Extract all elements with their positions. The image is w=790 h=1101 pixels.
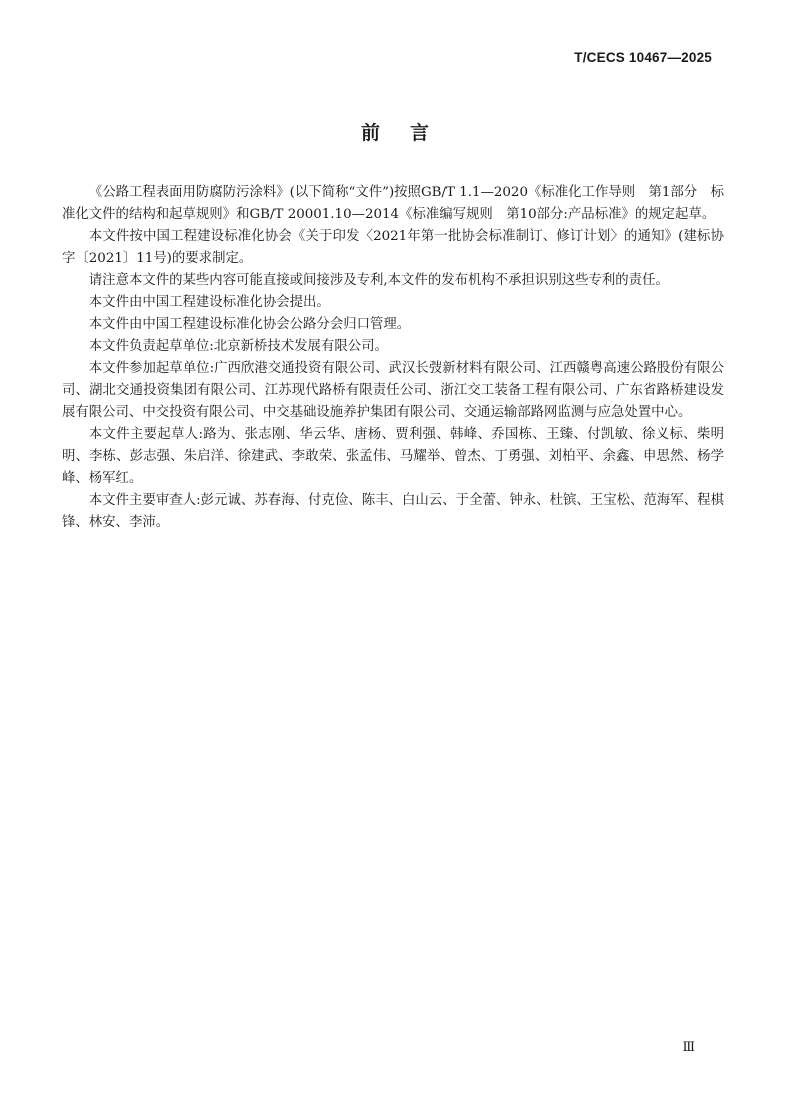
paragraph-lead-drafter: 本文件负责起草单位:北京新桥技术发展有限公司。 — [88, 339, 388, 354]
paragraph-proposer: 本文件由中国工程建设标准化协会提出。 — [88, 295, 330, 310]
paragraph-main-drafters: 本文件主要起草人:路为、张志刚、华云华、唐杨、贾利强、韩峰、乔国栋、王臻、付凯敏、徐义标、柴明明、李栋、彭志强、朱启洋、徐建武、李敢荣、张孟伟、马耀举、曾杰、丁勇强、刘柏平、余鑫、申思然、杨学峰、杨军红。 — [62, 427, 724, 486]
paragraph-participating-units: 本文件参加起草单位:广西欣港交通投资有限公司、武汉长弢新材料有限公司、江西赣粤高速公路股份有限公司、湖北交通投资集团有限公司、江苏现代路桥有限责任公司、浙江交工装备工程有限公司、广东省路桥建设发展有限公司、中交投资有限公司、中交基础设施养护集团有限公司、交通运输部路网监测与应急处置中心。 — [62, 361, 724, 420]
paragraph-administrator: 本文件由中国工程建设标准化协会公路分会归口管理。 — [88, 317, 411, 332]
standard-code: T/CECS 10467—2025 — [574, 50, 712, 65]
paragraph-drafting-basis: 《公路工程表面用防腐防污涂料》(以下简称“文件”)按照GB/T 1.1—2020《标准化工作导则 第1部分 标准化文件的结构和起草规则》和GB/T 20001.10—2014《标准编写规则 第10部分:产品标准》的规定起草。 — [62, 185, 724, 222]
page-number: Ⅲ — [682, 1040, 694, 1055]
paragraph-patent-notice: 请注意本文件的某些内容可能直接或间接涉及专利,本文件的发布机构不承担识别这些专利的责任。 — [88, 273, 669, 288]
paragraph-main-reviewers: 本文件主要审查人:彭元诚、苏春海、付克俭、陈丰、白山云、于全蕾、钟永、杜镔、王宝松、范海军、程棋锋、林安、李沛。 — [62, 493, 724, 530]
paragraph-formulation-basis: 本文件按中国工程建设标准化协会《关于印发〈2021年第一批协会标准制订、修订计划〉的通知》(建标协字〔2021〕11号)的要求制定。 — [62, 229, 724, 266]
foreword-body — [62, 182, 724, 534]
page-title: 前言 — [360, 122, 459, 144]
